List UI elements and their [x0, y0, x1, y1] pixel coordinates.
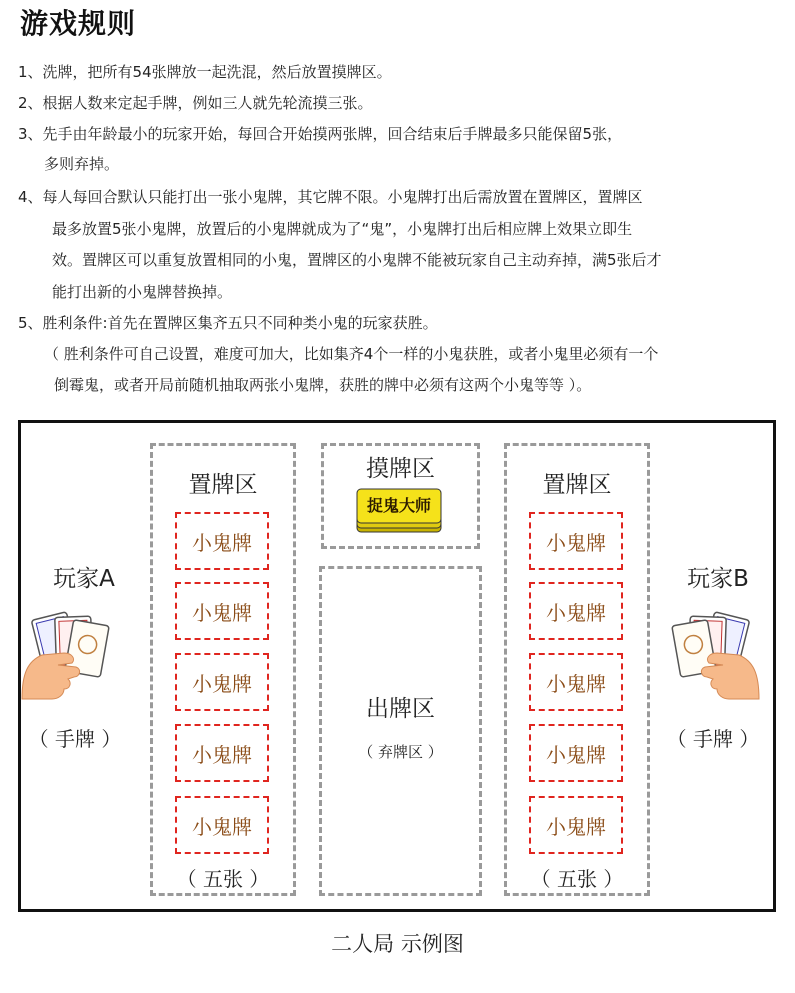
rule-5-note-1: （ 胜利条件可自己设置，难度可加大，比如集齐4个一样的小鬼获胜，或者小鬼里必须有一个 — [44, 345, 659, 363]
player-b-hand-icon — [663, 603, 763, 703]
right-five-label: （ 五张 ） — [530, 867, 624, 891]
player-a-label: 玩家A — [53, 566, 115, 592]
right-ghost-card-slot-1: 小鬼牌 — [529, 512, 623, 570]
page-title: 游戏规则 — [20, 7, 137, 40]
diagram-caption: 二人局 示例图 — [331, 932, 464, 956]
rule-4-cont-3: 能打出新的小鬼牌替换掉。 — [52, 283, 233, 301]
left-ghost-card-slot-2: 小鬼牌 — [175, 582, 269, 640]
game-board-diagram — [18, 420, 776, 912]
rule-2: 2、根据人数来定起手牌，例如三人就先轮流摸三张。 — [18, 94, 373, 112]
left-ghost-card-slot-1: 小鬼牌 — [175, 512, 269, 570]
left-five-label: （ 五张 ） — [176, 867, 270, 891]
play-zone — [319, 566, 482, 896]
right-place-zone-label: 置牌区 — [542, 472, 612, 498]
draw-zone — [321, 443, 480, 549]
draw-zone-label: 摸牌区 — [366, 456, 435, 482]
deck-logo-text: 捉鬼大师 — [366, 496, 431, 515]
card-deck-icon — [353, 486, 445, 536]
rule-3: 3、先手由年龄最小的玩家开始，每回合开始摸两张牌，回合结束后手牌最多只能保留5张， — [18, 125, 623, 143]
player-b-label: 玩家B — [687, 566, 749, 592]
rule-4-cont-1: 最多放置5张小鬼牌，放置后的小鬼牌就成为了“鬼”，小鬼牌打出后相应牌上效果立即生 — [52, 220, 633, 238]
rule-4: 4、每人每回合默认只能打出一张小鬼牌，其它牌不限。小鬼牌打出后需放置在置牌区，置牌区 — [18, 188, 643, 206]
right-place-zone — [504, 443, 650, 896]
player-b-hand-label: （ 手牌 ） — [666, 727, 760, 751]
rule-4-cont-2: 效。置牌区可以重复放置相同的小鬼，置牌区的小鬼牌不能被玩家自己主动弃掉，满5张后才 — [52, 251, 662, 269]
left-ghost-card-slot-4: 小鬼牌 — [175, 724, 269, 782]
rule-5: 5、胜利条件:首先在置牌区集齐五只不同种类小鬼的玩家获胜。 — [18, 314, 438, 332]
player-a-hand-icon — [18, 603, 118, 703]
rule-1: 1、洗牌，把所有54张牌放一起洗混，然后放置摸牌区。 — [18, 63, 392, 81]
right-ghost-card-slot-3: 小鬼牌 — [529, 653, 623, 711]
rule-5-note-2: 倒霉鬼，或者开局前随机抽取两张小鬼牌，获胜的牌中必须有这两个小鬼等等 ）。 — [54, 376, 592, 394]
discard-zone-label: （ 弃牌区 ） — [358, 743, 443, 761]
left-place-zone — [150, 443, 296, 896]
left-place-zone-label: 置牌区 — [188, 472, 258, 498]
rule-3-cont: 多则弃掉。 — [44, 155, 120, 173]
right-ghost-card-slot-2: 小鬼牌 — [529, 582, 623, 640]
right-ghost-card-slot-5: 小鬼牌 — [529, 796, 623, 854]
left-ghost-card-slot-5: 小鬼牌 — [175, 796, 269, 854]
right-ghost-card-slot-4: 小鬼牌 — [529, 724, 623, 782]
play-zone-label: 出牌区 — [366, 696, 435, 722]
player-a-hand-label: （ 手牌 ） — [28, 727, 122, 751]
left-ghost-card-slot-3: 小鬼牌 — [175, 653, 269, 711]
